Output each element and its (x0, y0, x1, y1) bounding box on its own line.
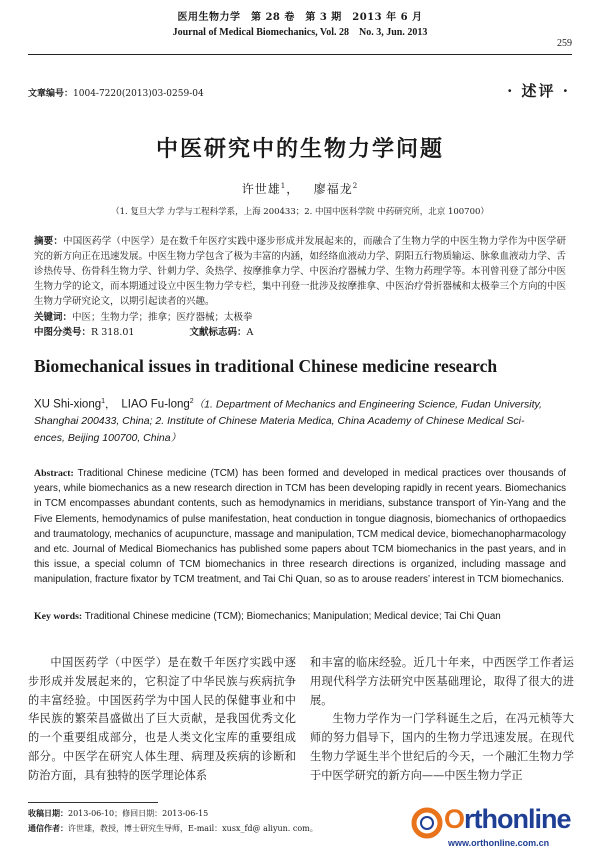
keywords-cn-text: 中医；生物力学；推拿；医疗器械；太极拳 (72, 312, 253, 323)
footnote-author-label: 通信作者： (28, 823, 68, 833)
header-rule (28, 54, 572, 55)
orthonline-logo-icon (410, 806, 444, 840)
authors-cn: 许世雄$^1$， 廖福龙$^2$ (241, 182, 359, 196)
keywords-cn-label: 关键词： (34, 312, 73, 323)
author-cn-2: 廖福龙 (313, 182, 353, 196)
body-right-column (310, 654, 574, 786)
journal-header-cn: 医用生物力学 第 28 卷 第 3 期 2013 年 6 月 (177, 12, 423, 23)
abstract-en-label: Abstract: (34, 468, 74, 479)
body-paragraph-1: 中国医药学（中医学）是在数千年医疗实践中逐步形成并发展起来的，它积淀了中华民族与疾病抗争的丰富经验。中国医药学为中国人民的保健事业和中华民族的繁荣昌盛做出了巨大贡献，是我国优秀文化的一个重要组成部分，也是人类文化宝库的重要组成部分。中医学在研究人体生理、病理及疾病的诊断和防治方面，具有独特的医学理论体系 (28, 656, 296, 782)
affiliation-cn: （1. 复旦大学 力学与工程科学系，上海 200433；2. 中国中医科学院 中药研究所，北京 100700） (111, 207, 489, 217)
classification-cn (34, 324, 253, 338)
journal-header-en: Journal of Medical Biomechanics, Vol. 28 No. 3, Jun. 2013 (172, 27, 428, 38)
doc-code-value: A (246, 327, 254, 338)
column-tag: · 述评 · (507, 82, 570, 100)
author-en-2: LIAO Fu-long (121, 398, 190, 411)
keywords-cn (34, 309, 253, 323)
footnote-dates-label: 收稿日期： (28, 808, 68, 818)
footnote-dates-value: 2013-06-10；修回日期：2013-06-15 (68, 809, 209, 818)
article-number (28, 86, 204, 99)
wordmark-o: O (444, 804, 465, 834)
keywords-en-label: Key words: (34, 611, 83, 622)
orthonline-wordmark (444, 804, 571, 835)
authors-en: XU Shi-xiong$^1$， LIAO Fu-long$^2$（1. Department of Mechanics and Engineering Science, Fudan University, Shanghai 200433, China; 2. Institute of Chinese Materia Medica, China Academy of Chinese Medical Sci- ences, Beijing 100700, China） (34, 398, 542, 444)
article-number-label: 文章编号： (28, 89, 74, 99)
footnote-author-value: 许世雄，教授，博士研究生导师，E-mail：xusx_fd@ aliyun. com。 (68, 824, 318, 833)
page-number: 259 (557, 38, 572, 49)
abstract-en-text: Traditional Chinese medicine (TCM) has been formed and developed in medical practices over thousands of years, while biomechanics as a new research direction in TCM has been developing rapidly in recent years. Biomechanics in TCM encompasses abundant contents, such as hemodynamics in meridians, substance transport of Yin-Yang and the Five Elements, hemodynamics of pulse manifestation, heat conduction in tongue diagnosis, biomechanics of orthopaedics and traumatology, mechanics of acupuncture, massage and manipulation, TCM medical device, biomechanopharmacology and etc. Journal of Medical Biomechanics has published some papers about TCM biomechanics in the past years, and in this issue, a special column of TCM biomechanics in three research directions is organized, including massage and manipulation, fracture fixator by TCM treatment, and Tai Chi Quan, so as to arouse readers’ interest in TCM biomechanics. (34, 468, 567, 586)
author-en-1: XU Shi-xiong (34, 398, 102, 411)
title-en: Biomechanical issues in traditional Chinese medicine research (34, 356, 498, 376)
clc-value: R 318.01 (91, 327, 135, 338)
author-en-1-sup: 1 (101, 398, 106, 405)
author-cn-1-sup: 1 (280, 182, 287, 190)
abstract-en (34, 466, 566, 588)
doc-code-label: 文献标志码： (189, 327, 247, 338)
abstract-cn (34, 234, 566, 309)
author-cn-2-sup: 2 (352, 182, 359, 190)
footnote-dates (28, 808, 208, 819)
author-en-2-sup: 2 (189, 398, 194, 405)
orthonline-watermark (408, 804, 594, 852)
affiliation-en-line1: （1. Department of Mechanics and Engineering Science, Fudan University, (193, 398, 542, 411)
body-paragraph-1-continued: 和丰富的临床经验。近几十年来，中西医学工作者运用现代科学方法研究中医基础理论，取得了很大的进展。 (310, 656, 574, 707)
abstract-cn-label: 摘要： (34, 236, 64, 247)
affiliation-en-line2: Shanghai 200433, China; 2. Institute of Chinese Materia Medica, China Academy of Chinese Medical Sci- (34, 415, 525, 427)
body-paragraph-2: 生物力学作为一门学科诞生之后，在冯元桢等大师的努力倡导下，国内的生物力学迅速发展。在现代生物力学诞生半个世纪后的今天，一个融汇生物力学于中医学研究的新方向——中医生物力学正 (310, 712, 574, 782)
keywords-en-text: Traditional Chinese medicine (TCM); Biomechanics; Manipulation; Medical device; Tai Chi Quan (84, 611, 501, 622)
body-left-column (28, 654, 296, 786)
orthonline-url: www.orthonline.com.cn (448, 838, 550, 848)
affiliation-en-line3: ences, Beijing 100700, China） (34, 431, 182, 444)
author-cn-1: 许世雄 (241, 182, 281, 196)
wordmark-rest: rthonline (464, 804, 571, 834)
footnote-rule (28, 802, 158, 803)
clc-label: 中图分类号： (34, 327, 92, 338)
abstract-cn-text: 中国医药学（中医学）是在数千年医疗实践中逐步形成并发展起来的，而融合了生物力学的中医生物力学作为中医学研究的新方向正在迅速发展。中医生物力学包含了极为丰富的内涵，如经络血液动力学、阴阳五行物质输运、脉象血液动力学、舌诊热传导、伤骨科生物力学、针刺力学、灸热学、按摩推拿力学、中医治疗器械力学、生物力药理学等。本刊曾刊登了部分中医生物力学的论文，而本期通过设立中医生物力学专栏，集中刊登一批涉及按摩推拿、中医治疗骨折器械和太极拳三个方向的中医生物力学研究论文，以期引起读者的兴趣。 (34, 236, 567, 307)
article-number-value: 1004-7220(2013)03-0259-04 (73, 89, 204, 99)
title-cn: 中医研究中的生物力学问题 (155, 136, 444, 162)
footnote-author (28, 823, 318, 834)
keywords-en (34, 611, 501, 622)
